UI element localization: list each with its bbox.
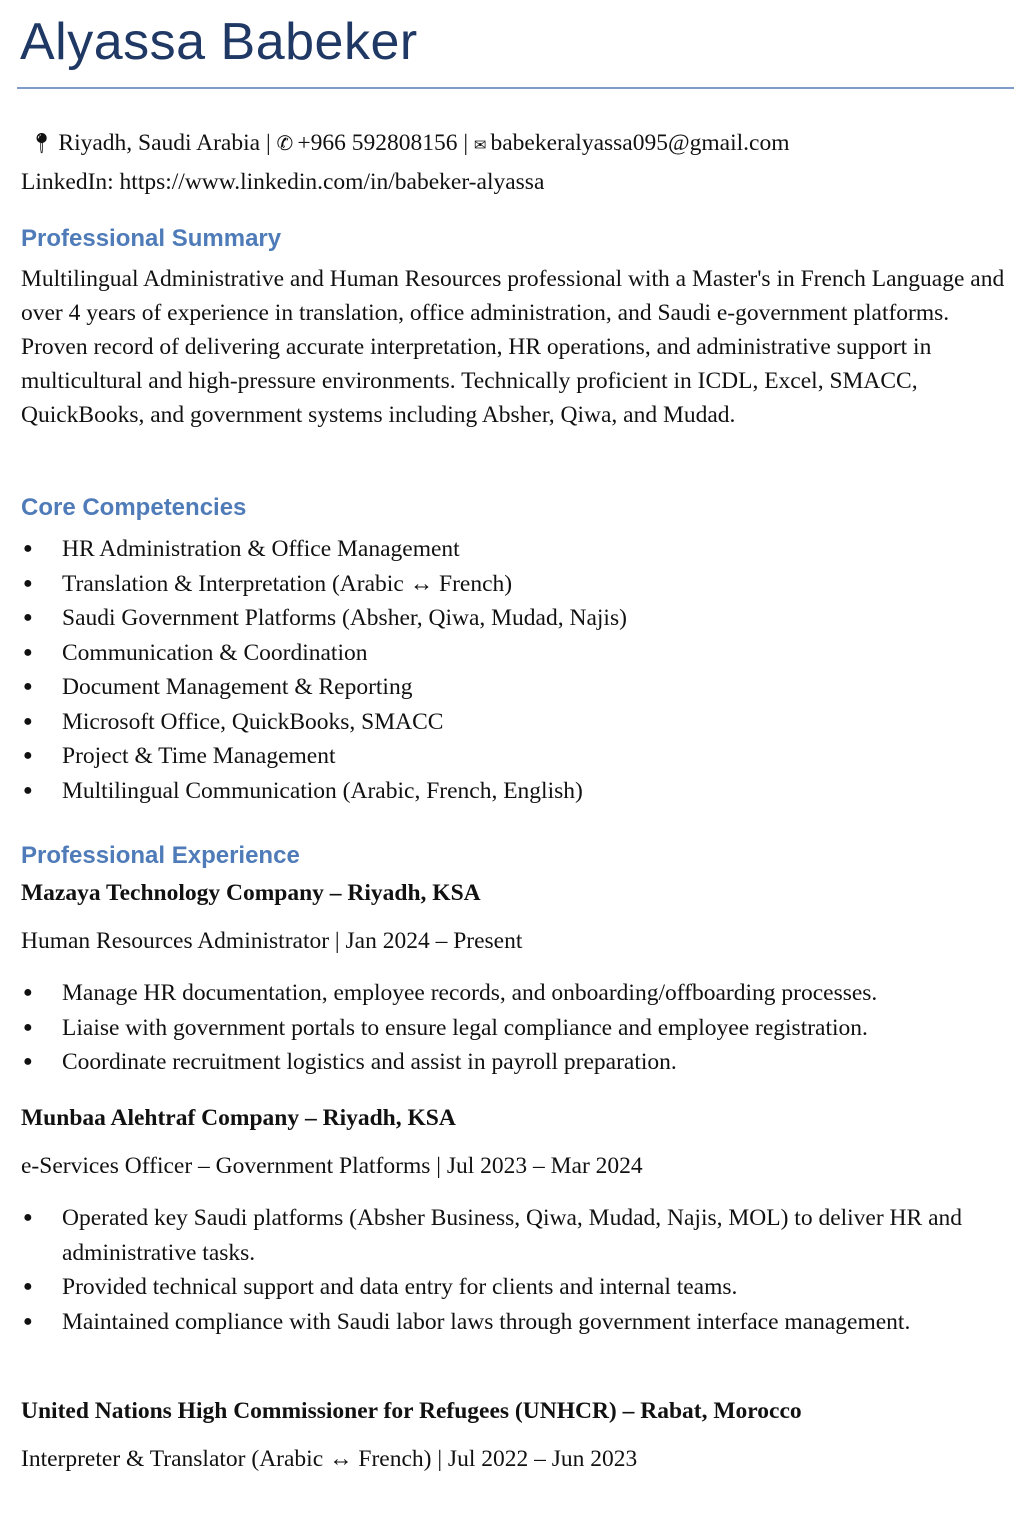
list-item: ● Saudi Government Platforms (Absher, Qiwa, Mudad, Najis) [23, 605, 627, 631]
list-item: ● Project & Time Management [23, 743, 336, 769]
envelope-icon: ✉ [473, 138, 487, 154]
list-item: ● Communication & Coordination [23, 639, 368, 666]
list-item: ● HR Administration & Office Management [23, 536, 460, 562]
competencies-list [21, 532, 1011, 808]
list-item: ● Multilingual Communication (Arabic, French, English) [23, 777, 583, 804]
section-heading-competencies: Core Competencies [21, 494, 247, 521]
job-role: e-Services Officer – Government Platforms | Jul 2023 – Mar 2024 [21, 1153, 643, 1179]
list-item: ● Translation & Interpretation (Arabic ↔ French) [23, 570, 513, 597]
job-bullets [21, 976, 1011, 1080]
location-pin-icon: 📍︎ [29, 133, 55, 155]
email[interactable]: babekeralyassa095@gmail.com [490, 130, 790, 156]
candidate-name: Alyassa Babeker [20, 13, 418, 71]
job-role: Interpreter & Translator (Arabic ↔ French) | Jul 2022 – Jun 2023 [21, 1446, 638, 1472]
list-item: ● Operated key Saudi platforms (Absher Business, Qiwa, Mudad, Najis, MOL) to deliver HR and administrative tasks. [23, 1205, 963, 1266]
contact-line [21, 126, 1011, 163]
list-item: ● Liaise with government portals to ensure legal compliance and employee registration. [23, 1014, 868, 1041]
header-divider [17, 87, 1014, 89]
location: Riyadh, Saudi Arabia [58, 130, 261, 156]
contact-block [21, 126, 1011, 199]
job-company: United Nations High Commissioner for Refugees (UNHCR) – Rabat, Morocco [21, 1398, 802, 1424]
summary-text: Multilingual Administrative and Human Resources professional with a Master's in French Language and over 4 years of experience in translation, office administration, and Saudi e-government platforms. Proven record of delivering accurate interpretation, HR operations, and administrative support in multicultural and high-pressure environments. Technically proficient in ICDL, Excel, SMACC, QuickBooks, and government systems including Absher, Qiwa, and Mudad. [21, 266, 1005, 428]
phone[interactable]: +966 592808156 [297, 130, 458, 156]
section-heading-summary: Professional Summary [21, 225, 282, 252]
list-item: ● Maintained compliance with Saudi labor laws through government interface management. [23, 1308, 911, 1335]
separator: | [463, 130, 469, 156]
list-item: ● Document Management & Reporting [23, 674, 413, 700]
job-company: Mazaya Technology Company – Riyadh, KSA [21, 880, 481, 906]
list-item: ● Microsoft Office, QuickBooks, SMACC [23, 708, 444, 735]
phone-icon: ✆ [276, 133, 294, 155]
list-item: ● Provided technical support and data entry for clients and internal teams. [23, 1274, 738, 1300]
list-item: ● Coordinate recruitment logistics and assist in payroll preparation. [23, 1049, 677, 1075]
linkedin[interactable]: LinkedIn: https://www.linkedin.com/in/babeker-alyassa [21, 169, 545, 195]
separator: | [265, 130, 271, 156]
job-bullets [21, 1201, 1011, 1339]
job-company: Munbaa Alehtraf Company – Riyadh, KSA [21, 1105, 456, 1131]
section-heading-experience: Professional Experience [21, 842, 300, 869]
list-item: ● Manage HR documentation, employee records, and onboarding/offboarding processes. [23, 980, 878, 1006]
job-role: Human Resources Administrator | Jan 2024 – Present [21, 928, 523, 954]
